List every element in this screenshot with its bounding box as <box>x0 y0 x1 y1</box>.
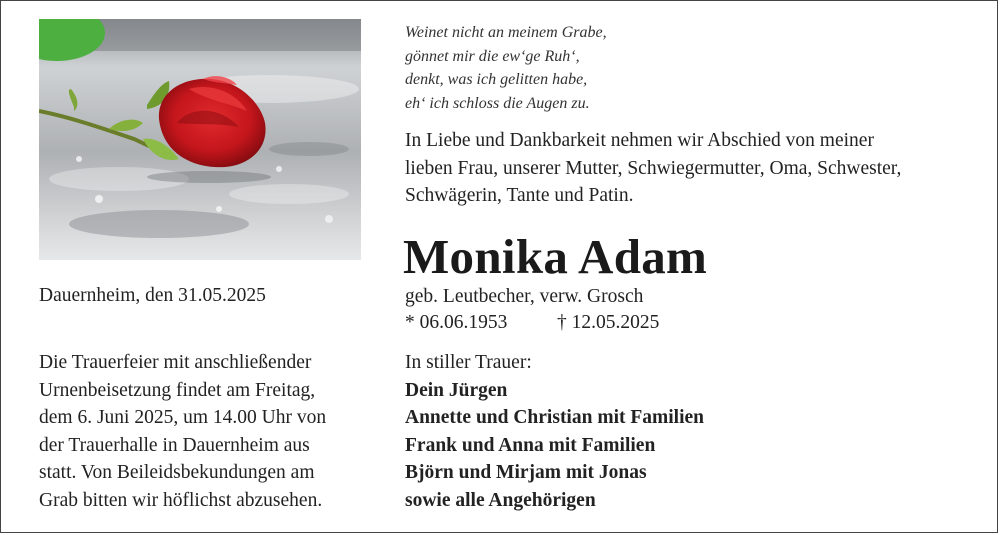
mourner-name: Björn und Mirjam mit Jonas <box>405 462 647 483</box>
ceremony-line: der Trauerhalle in Dauernheim aus <box>39 434 310 456</box>
poem-line: eh‘ ich schloss die Augen zu. <box>405 94 590 112</box>
mourners-heading: In stiller Trauer: <box>405 352 532 373</box>
birth-names: geb. Leutbecher, verw. Grosch <box>405 286 644 307</box>
farewell-line: Schwägerin, Tante und Patin. <box>405 185 634 206</box>
place-and-date: Dauernheim, den 31.05.2025 <box>39 285 266 306</box>
birth-date: * 06.06.1953 <box>405 312 508 333</box>
poem <box>405 21 705 115</box>
life-dates <box>405 309 660 336</box>
ceremony-line: Grab bitten wir höflichst abzusehen. <box>39 489 323 511</box>
ceremony-line: statt. Von Beileidsbekundungen am <box>39 462 315 483</box>
poem-line: Weinet nicht an meinem Grabe, <box>405 24 607 41</box>
deceased-name: Monika Adam <box>403 229 708 284</box>
mourner-name: sowie alle Angehörigen <box>405 489 596 511</box>
ceremony-line: dem 6. Juni 2025, um 14.00 Uhr von <box>39 407 327 428</box>
farewell-text <box>405 127 985 210</box>
rose-image <box>39 19 361 260</box>
ceremony-info <box>39 349 379 514</box>
poem-line: denkt, was ich gelitten habe, <box>405 71 588 88</box>
ceremony-line: Urnenbeisetzung findet am Freitag, <box>39 379 316 401</box>
mourner-name: Frank und Anna mit Familien <box>405 434 656 456</box>
poem-line: gönnet mir die ew‘ge Ruh‘, <box>405 47 580 65</box>
ceremony-line: Die Trauerfeier mit anschließender <box>39 352 312 373</box>
farewell-line: In Liebe und Dankbarkeit nehmen wir Abschied von meiner <box>405 130 874 151</box>
mourner-name: Annette und Christian mit Familien <box>405 407 705 428</box>
rose-photo <box>39 19 361 260</box>
death-date: † 12.05.2025 <box>557 312 660 333</box>
farewell-line: lieben Frau, unserer Mutter, Schwiegermutter, Oma, Schwester, <box>405 157 902 179</box>
mourner-name: Dein Jürgen <box>405 379 508 401</box>
mourners <box>405 349 965 514</box>
